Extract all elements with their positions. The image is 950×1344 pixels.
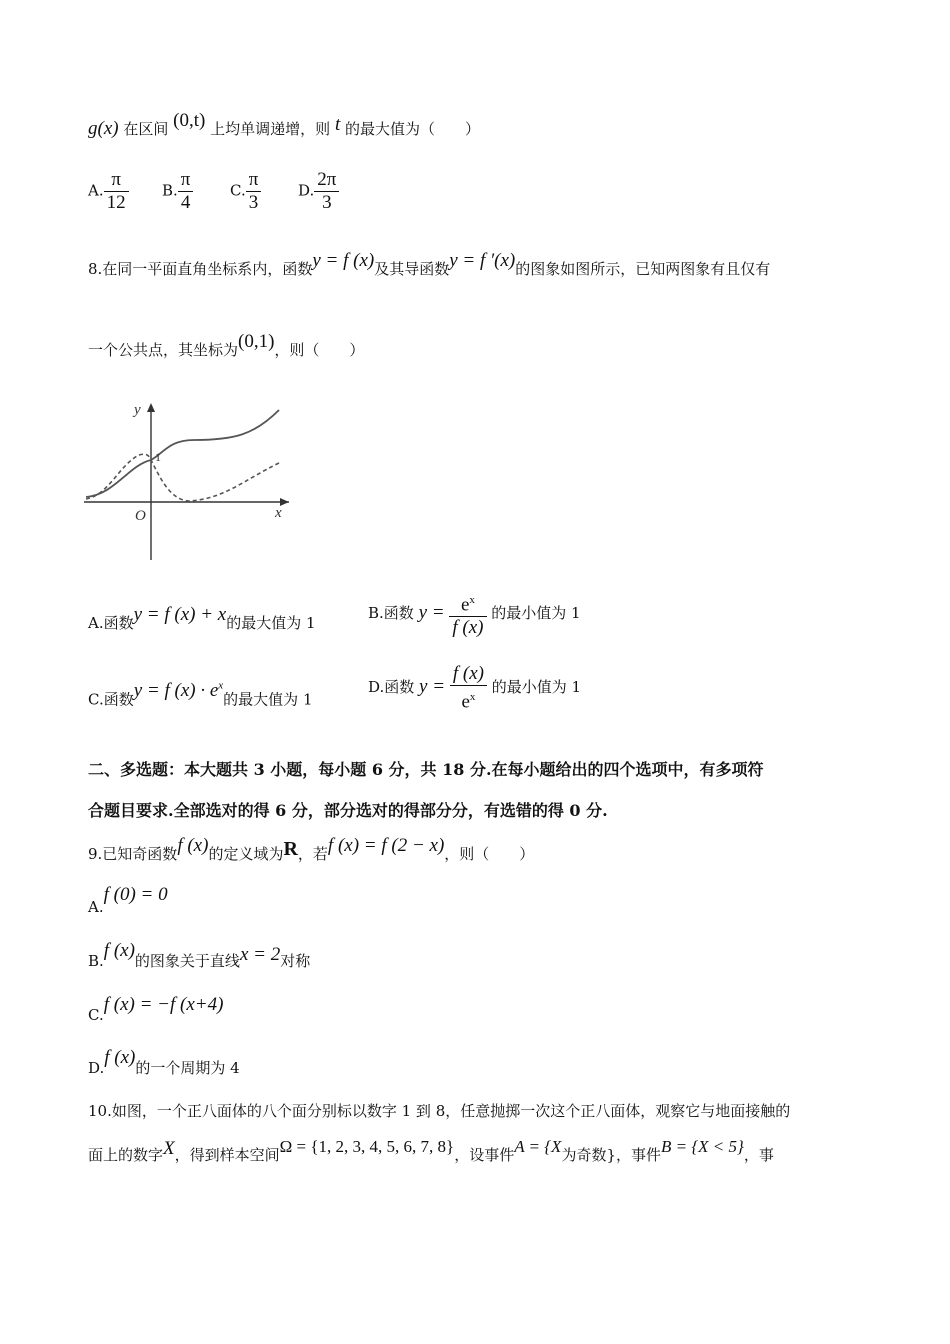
q8-graph [84,395,294,565]
q8-text3: 的图象如图所示，已知两图象有且仅有 [515,260,771,278]
q7-text3: 的最大值为（ ） [345,120,481,138]
option-label: A.函数 [88,614,134,632]
frac-den: 3 [248,192,259,213]
section2-line1: 二、多选题：本大题共 3 小题，每小题 6 分，共 18 分.在每小题给出的四个选项中，有多项符 [88,760,764,779]
option-tail: 的最大值为 1 [226,614,316,632]
q9-real-set: R [283,838,298,860]
q10-line1: 10.如图，一个正八面体的八个面分别标以数字 1 到 8，任意抛掷一次这个正八面体，观察它与地面接触的 [88,1102,791,1120]
q8-option-b [368,590,581,638]
frac-den-sup: x [469,691,476,703]
q7-option-d [298,170,339,213]
q9-func: f (x) [177,835,209,856]
q10-text4: 为奇数} [561,1146,616,1164]
section2-line2: 合题目要求.全部选对的得 6 分，部分选对的得部分分，有选错的得 0 分. [88,801,608,820]
option-text: 的一个周期为 4 [135,1059,240,1077]
option-label: B.函数 [368,604,414,623]
q10-text1: 面上的数字 [88,1146,164,1164]
q10-event-a: A = {X [514,1137,562,1156]
q9-text4: ，则（ ） [444,845,535,863]
frac-num-sup: x [469,594,475,606]
option-label: D. [298,181,315,200]
y-axis-arrow [147,403,155,412]
q7-text1: 在区间 [123,120,169,138]
f-curve [86,410,279,497]
q8-line2 [88,331,365,361]
q8-derivative: y = f ′(x) [449,250,516,271]
option-label: C. [230,181,246,200]
frac-den: 3 [322,192,332,213]
option-text: 的图象关于直线 [134,952,240,970]
one-label: 1 [155,450,161,464]
origin-label: O [135,508,146,524]
option-expr: y = f (x) + x [133,604,227,625]
option-tail: 的最大值为 1 [223,690,313,709]
q10-line2 [88,1137,774,1166]
option-lhs: y = [419,676,446,698]
q8-func: y = f (x) [312,250,375,271]
frac-num: e [460,594,470,616]
q10-text2: ，得到样本空间 [174,1146,280,1164]
q9-option-a [88,884,168,918]
option-label: B. [88,952,104,970]
fraction [450,664,487,712]
q8-option-d [368,664,581,712]
frac-den: 12 [106,192,126,213]
q7-option-c [230,170,261,213]
q10-text6: ，事 [743,1146,774,1164]
q7-option-b [162,170,193,213]
q9-text2: 的定义域为 [208,845,284,863]
frac-num: f (x) [450,664,487,686]
q7-option-a [88,170,129,213]
q8-text5: ，则（ ） [274,341,365,359]
q10-text3: ，设事件 [454,1146,515,1164]
q9-option-c [88,994,224,1026]
q8-text1: 8.在同一平面直角坐标系内，函数 [88,260,313,278]
q7-fn: g(x) [88,118,119,139]
option-label: C. [88,1006,104,1024]
frac-num: π [104,170,129,192]
option-lhs: y = [418,602,445,624]
expr-text: y = f (x) · e [133,680,219,702]
fraction [314,170,339,213]
frac-den: e [461,691,470,713]
q8-option-c [88,680,313,710]
q10-var: X [163,1138,175,1159]
option-label: A. [88,181,104,200]
frac-num: 2π [314,170,339,192]
q9-stem [88,835,535,865]
option-label: A. [88,898,104,916]
frac-den: f (x) [452,617,484,639]
option-expr: f (x) = −f (x+4) [103,994,224,1015]
fraction [246,170,262,213]
option-text2: 对称 [280,952,311,970]
frac-num: π [246,170,262,192]
expr-sup: x [218,680,224,692]
q7-var: t [334,114,341,135]
q9-option-d [88,1047,240,1079]
option-expr: f (x) [104,1047,136,1068]
option-tail: 的最小值为 1 [491,678,582,697]
option-label: D. [88,1059,105,1077]
q9-condition: f (x) = f (2 − x) [327,835,445,856]
q8-text4: 一个公共点，其坐标为 [88,341,239,359]
q9-text1: 9.已知奇函数 [88,845,178,863]
option-label: B. [162,181,178,200]
q10-text5: ，事件 [615,1146,661,1164]
q8-text2: 及其导函数 [374,260,450,278]
q8-line1 [88,250,771,280]
x-label: x [275,505,282,521]
fraction [449,590,486,638]
q7-text2: 上均单调递增，则 [210,120,331,138]
q10-event-b: B = {X < 5} [661,1137,744,1156]
option-expr [134,680,223,701]
q8-point: (0,1) [238,331,275,352]
option-expr: f (x) [103,940,135,961]
frac-den: 4 [180,192,191,213]
option-expr: f (0) = 0 [103,884,168,905]
option-label: D.函数 [368,678,415,697]
q7-line [88,110,481,140]
f-prime-curve [86,454,279,501]
option-tail: 的最小值为 1 [491,604,581,623]
frac-num: π [178,170,194,192]
fraction [104,170,129,213]
y-label: y [134,402,141,418]
option-label: C.函数 [88,690,134,709]
q10-sample-space: Ω = {1, 2, 3, 4, 5, 6, 7, 8} [279,1137,455,1156]
q7-interval: (0,t) [173,110,206,131]
q9-text3: ，若 [297,845,328,863]
q8-option-a [88,604,316,634]
q9-option-b [88,940,311,972]
fraction [178,170,194,213]
option-line: x = 2 [239,944,281,965]
